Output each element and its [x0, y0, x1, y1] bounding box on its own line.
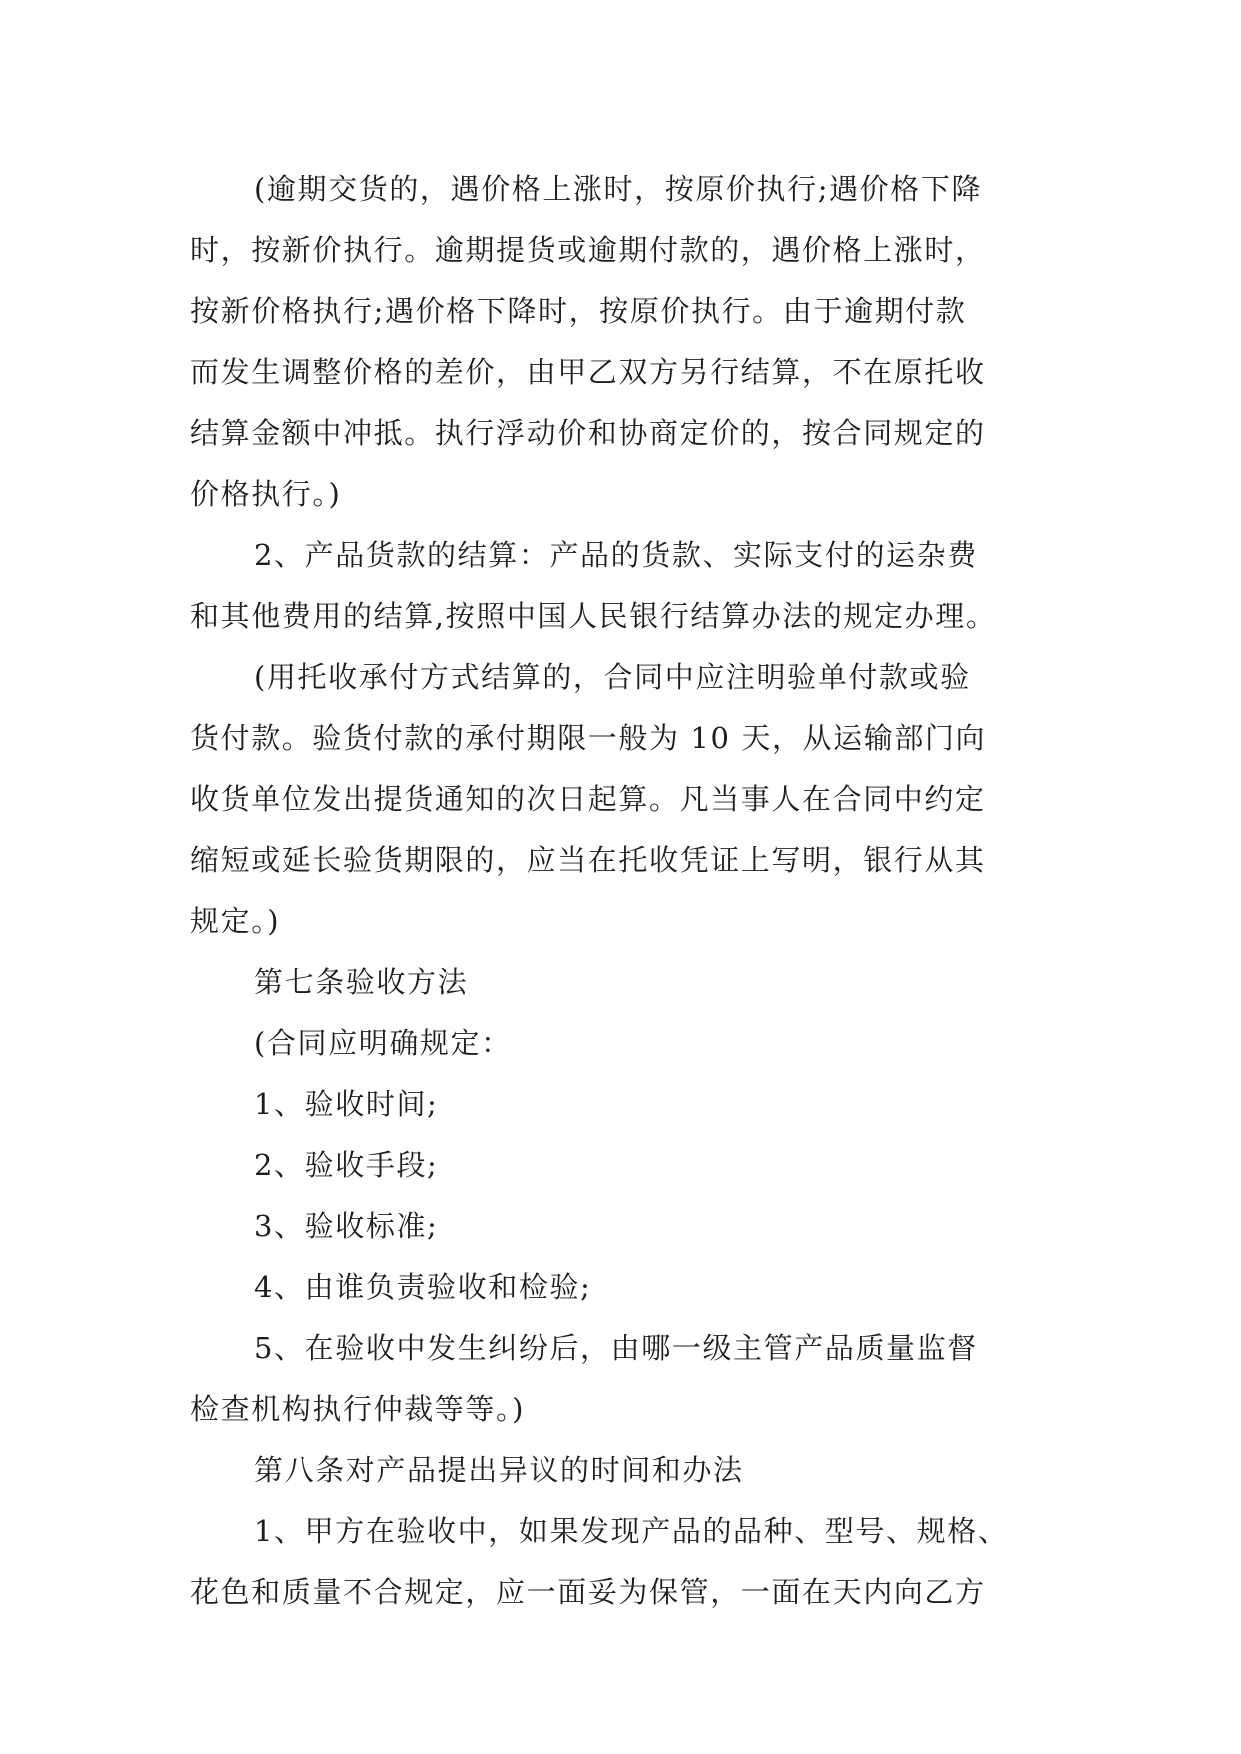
paragraph-first-line: 2、验收手段; — [254, 1148, 439, 1182]
paragraph-line: 结算金额中冲抵。执行浮动价和协商定价的，按合同规定的 — [190, 416, 986, 450]
paragraph-line: 缩短或延长验货期限的，应当在托收凭证上写明，银行从其 — [190, 843, 986, 877]
paragraph-first-line: (用托收承付方式结算的，合同中应注明验单付款或验 — [254, 660, 971, 694]
paragraph-line: 按新价格执行;遇价格下降时，按原价执行。由于逾期付款 — [190, 294, 967, 328]
paragraph-first-line: 4、由谁负责验收和检验; — [254, 1270, 592, 1304]
paragraph-line: 规定。) — [190, 904, 281, 938]
paragraph-first-line: 3、验收标准; — [254, 1209, 439, 1243]
paragraph-first-line: 2、产品货款的结算：产品的货款、实际支付的运杂费 — [254, 538, 978, 572]
paragraph-line: 花色和质量不合规定，应一面妥为保管，一面在天内向乙方 — [190, 1575, 986, 1609]
paragraph-line: 收货单位发出提货通知的次日起算。凡当事人在合同中约定 — [190, 782, 986, 816]
paragraph-line: 而发生调整价格的差价，由甲乙双方另行结算，不在原托收 — [190, 355, 986, 389]
paragraph-line: 检查机构执行仲裁等等。) — [190, 1392, 526, 1426]
paragraph-first-line: 5、在验收中发生纠纷后，由哪一级主管产品质量监督 — [254, 1331, 978, 1365]
paragraph-line: 时，按新价执行。逾期提货或逾期付款的，遇价格上涨时， — [190, 233, 986, 267]
document-body — [190, 159, 1052, 1623]
paragraph-first-line: 第七条验收方法 — [254, 965, 469, 999]
paragraph-line: 货付款。验货付款的承付期限一般为 10 天，从运输部门向 — [190, 721, 987, 755]
paragraph-first-line: (合同应明确规定： — [254, 1026, 512, 1060]
paragraph-first-line: (逾期交货的，遇价格上涨时，按原价执行;遇价格下降 — [254, 172, 983, 206]
paragraph-first-line: 第八条对产品提出异议的时间和办法 — [254, 1453, 744, 1487]
paragraph-first-line: 1、验收时间; — [254, 1087, 439, 1121]
paragraph-line: 价格执行。) — [190, 477, 342, 511]
paragraph-first-line: 1、甲方在验收中，如果发现产品的品种、型号、规格、 — [254, 1514, 1009, 1548]
paragraph-line: 和其他费用的结算,按照中国人民银行结算办法的规定办理。 — [190, 599, 997, 633]
